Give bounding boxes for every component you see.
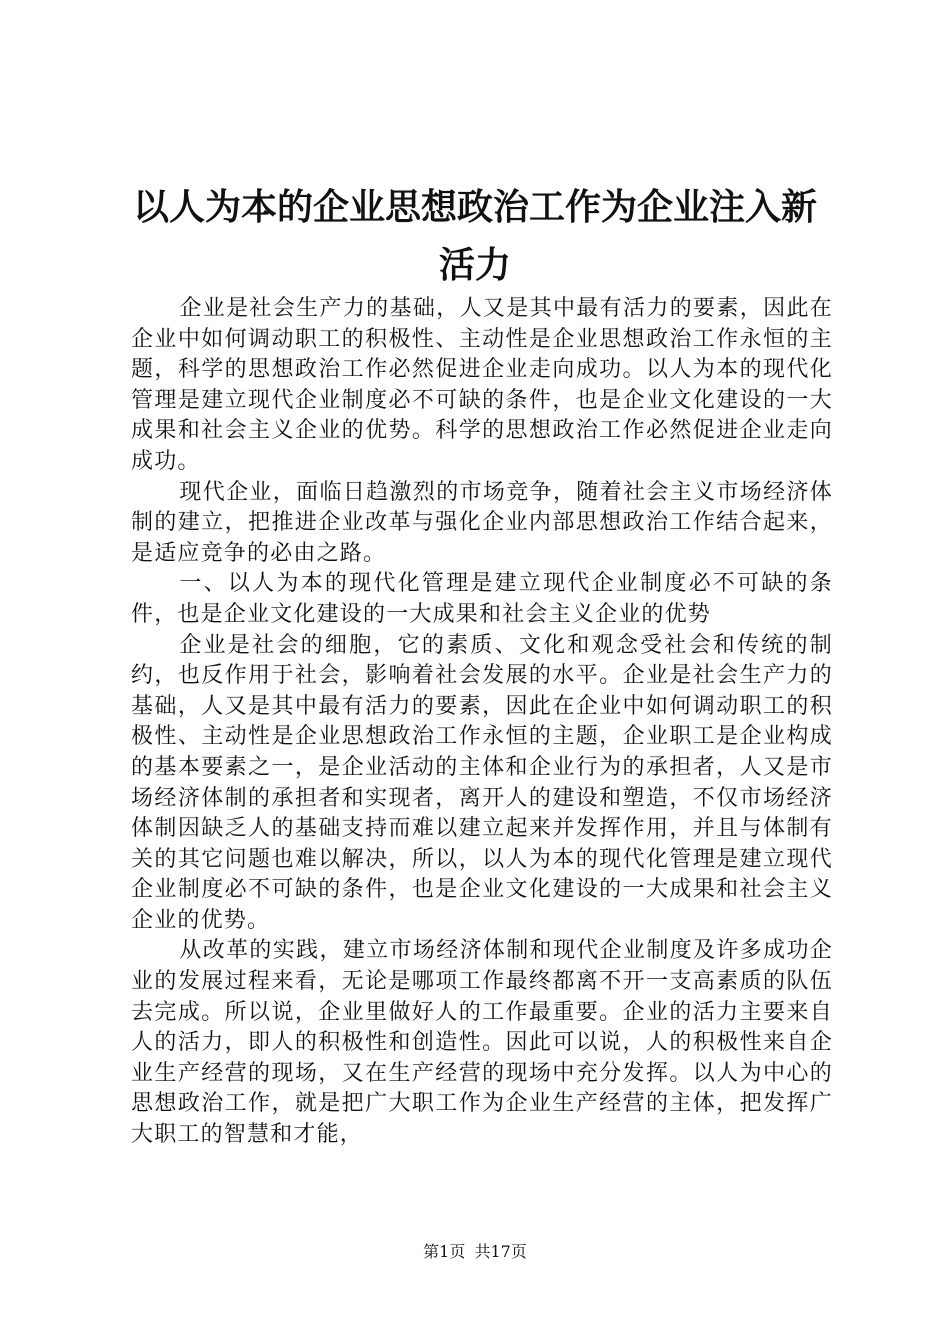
page-total: 共17页: [474, 1242, 527, 1261]
paragraph: 企业是社会的细胞，它的素质、文化和观念受社会和传统的制约，也反作用于社会，影响着社会发展的水平。企业是社会生产力的基础，人又是其中最有活力的要素，因此在企业中如何调动职工的积极性、主动性是企业思想政治工作永恒的主题，企业职工是企业构成的基本要素之一，是企业活动的主体和企业行为的承担者，人又是市场经济体制的承担者和实现者，离开人的建设和塑造，不仅市场经济体制因缺乏人的基础支持而难以建立起来并发挥作用，并且与体制有关的其它问题也难以解决，所以，以人为本的现代化管理是建立现代企业制度必不可缺的条件，也是企业文化建设的一大成果和社会主义企业的优势。: [131, 632, 833, 933]
page-footer: [0, 1240, 950, 1264]
paragraph: 企业是社会生产力的基础，人又是其中最有活力的要素，因此在企业中如何调动职工的积极性、主动性是企业思想政治工作永恒的主题，科学的思想政治工作必然促进企业走向成功。以人为本的现代化管理是建立现代企业制度必不可缺的条件，也是企业文化建设的一大成果和社会主义企业的优势。科学的思想政治工作必然促进企业走向成功。: [131, 296, 833, 474]
document-title: 以人为本的企业思想政治工作为企业注入新活力: [132, 186, 817, 286]
page-number: 第1页: [423, 1242, 466, 1261]
paragraph: 从改革的实践，建立市场经济体制和现代企业制度及许多成功企业的发展过程来看，无论是哪项工作最终都离不开一支高素质的队伍去完成。所以说，企业里做好人的工作最重要。企业的活力主要来自人的活力，即人的积极性和创造性。因此可以说，人的积极性来自企业生产经营的现场，又在生产经营的现场中充分发挥。以人为中心的思想政治工作，就是把广大职工作为企业生产经营的主体，把发挥广大职工的智慧和才能，: [131, 938, 833, 1148]
document-body: [131, 294, 833, 1151]
paragraph: 现代企业，面临日趋激烈的市场竞争，随着社会主义市场经济体制的建立，把推进企业改革与强化企业内部思想政治工作结合起来，是适应竞争的必由之路。: [131, 479, 833, 566]
section-heading: 一、以人为本的现代化管理是建立现代企业制度必不可缺的条件，也是企业文化建设的一大成果和社会主义企业的优势: [131, 571, 833, 627]
